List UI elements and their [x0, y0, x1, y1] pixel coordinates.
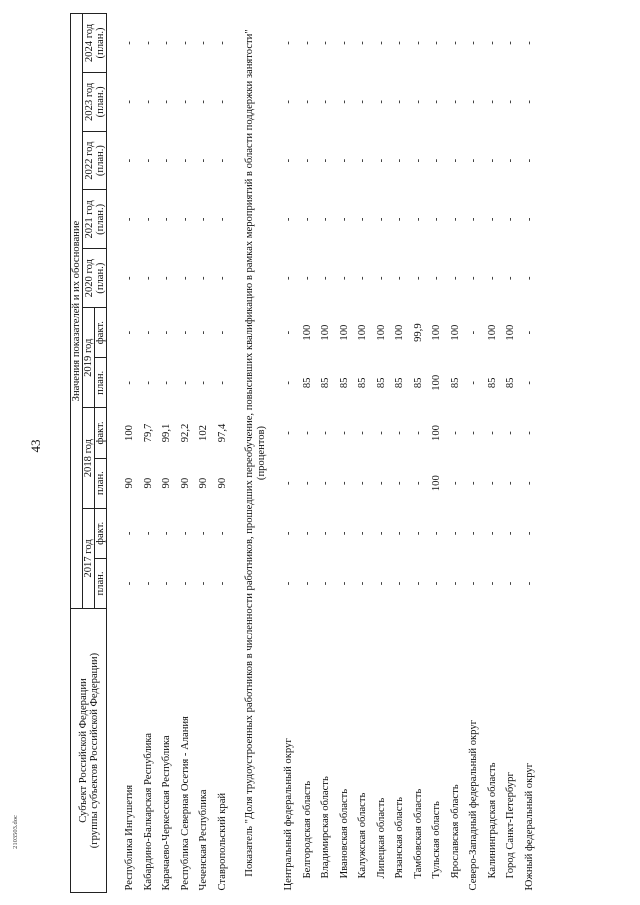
value-cell: 100: [449, 324, 461, 341]
value-cell: -: [486, 531, 498, 536]
value-cell: -: [468, 276, 479, 280]
value-cell: -: [357, 531, 368, 536]
value-cell: -: [431, 531, 442, 536]
value-cell: -: [216, 276, 228, 280]
value-cell: -: [216, 581, 228, 586]
value-cell: -: [412, 531, 424, 536]
value-cell: 79,7: [142, 423, 154, 443]
region-name: Тульская область: [431, 801, 442, 879]
value-cell: -: [283, 531, 294, 536]
value-cell: -: [449, 276, 461, 280]
value-cell: -: [124, 100, 135, 104]
value-cell: -: [468, 330, 479, 335]
value-cell: -: [283, 431, 294, 435]
value-cell: -: [124, 531, 135, 536]
table-row: [336, 14, 355, 893]
region-name: Калужская область: [357, 792, 368, 879]
value-cell: -: [198, 41, 209, 45]
value-cell: -: [338, 431, 350, 435]
value-cell: -: [179, 158, 191, 163]
value-cell: -: [357, 158, 368, 163]
value-cell: 100: [486, 324, 498, 341]
value-cell: -: [142, 158, 154, 163]
value-cell: 85: [449, 377, 461, 389]
value-cell: -: [283, 381, 294, 385]
value-cell: -: [357, 41, 368, 45]
region-name: Карачаево-Черкесская Республика: [161, 735, 172, 891]
value-cell: -: [179, 100, 191, 104]
value-cell: -: [357, 276, 368, 280]
value-cell: -: [161, 581, 172, 586]
value-cell: -: [179, 581, 191, 586]
value-cell: -: [216, 100, 228, 104]
value-cell: -: [338, 276, 350, 280]
value-cell: -: [301, 41, 313, 45]
table-row: [299, 14, 318, 893]
value-cell: -: [486, 276, 498, 280]
value-cell: -: [449, 41, 461, 45]
value-cell: -: [142, 276, 154, 280]
value-cell: -: [338, 581, 350, 586]
value-cell: -: [320, 531, 331, 536]
value-cell: 99,9: [412, 323, 424, 342]
value-cell: -: [486, 217, 498, 222]
value-cell: 90: [216, 477, 228, 489]
year-header-2019: 2019 год: [83, 308, 95, 408]
value-cell: -: [283, 217, 294, 222]
value-cell: -: [505, 581, 516, 586]
value-cell: -: [161, 41, 172, 45]
region-name: Южный федеральный округ: [523, 762, 535, 891]
value-cell: -: [283, 158, 294, 163]
value-cell: -: [375, 41, 387, 45]
value-cell: -: [412, 481, 424, 485]
value-cell: -: [449, 531, 461, 536]
value-cell: -: [320, 217, 331, 222]
value-cell: -: [301, 217, 313, 222]
table-row: [502, 14, 521, 893]
table-row: [317, 14, 336, 893]
value-cell: -: [412, 581, 424, 586]
value-cell: -: [431, 158, 442, 163]
value-cell: 90: [198, 477, 209, 489]
value-cell: -: [198, 100, 209, 104]
value-cell: -: [198, 581, 209, 586]
plan-header-2017: план.: [95, 558, 107, 608]
value-cell: -: [486, 158, 498, 163]
region-name: Ставропольский край: [216, 792, 228, 891]
value-cell: -: [468, 217, 479, 222]
value-cell: -: [357, 431, 368, 435]
value-cell: -: [179, 217, 191, 222]
value-cell: -: [394, 158, 405, 163]
year-header-2017: 2017 год: [83, 508, 95, 608]
value-cell: -: [320, 158, 331, 163]
table-row: [428, 14, 447, 893]
table-row: [140, 14, 159, 893]
value-cell: -: [198, 381, 209, 385]
value-cell: -: [179, 381, 191, 385]
value-cell: 100: [338, 324, 350, 341]
value-cell: -: [301, 158, 313, 163]
value-cell: -: [523, 431, 535, 435]
value-cell: -: [375, 276, 387, 280]
region-name: Республика Ингушетия: [124, 784, 135, 891]
value-cell: -: [301, 481, 313, 485]
value-cell: 100: [301, 324, 313, 341]
table-row: [214, 14, 233, 893]
value-cell: 85: [505, 377, 516, 389]
value-cell: -: [161, 100, 172, 104]
value-cell: -: [394, 276, 405, 280]
value-cell: -: [431, 276, 442, 280]
value-cell: 85: [394, 377, 405, 389]
value-cell: -: [468, 158, 479, 163]
value-cell: -: [468, 581, 479, 586]
value-cell: -: [505, 217, 516, 222]
value-cell: -: [124, 41, 135, 45]
value-cell: -: [486, 100, 498, 104]
value-cell: 100: [505, 324, 516, 341]
value-cell: -: [198, 531, 209, 536]
value-cell: -: [468, 381, 479, 385]
value-cell: 85: [486, 377, 498, 389]
value-cell: -: [505, 158, 516, 163]
table-row: [465, 14, 484, 893]
value-cell: -: [523, 158, 535, 163]
value-cell: -: [468, 41, 479, 45]
value-cell: -: [523, 581, 535, 586]
region-name: Чеченская Республика: [198, 789, 209, 891]
value-cell: -: [283, 481, 294, 485]
fact-header-2019: факт.: [95, 308, 107, 358]
value-cell: 85: [375, 377, 387, 389]
value-cell: -: [338, 481, 350, 485]
value-cell: -: [394, 481, 405, 485]
value-cell: 100: [431, 425, 442, 441]
value-cell: -: [394, 531, 405, 536]
value-cell: 90: [124, 477, 135, 489]
value-cell: -: [320, 581, 331, 586]
value-cell: -: [124, 381, 135, 385]
region-name: Владимирская область: [320, 776, 331, 879]
table-row: [177, 14, 196, 893]
value-cell: -: [216, 217, 228, 222]
value-cell: -: [394, 431, 405, 435]
value-cell: -: [431, 581, 442, 586]
region-name: Липецкая область: [375, 797, 387, 879]
table-row: [158, 14, 177, 893]
value-cell: -: [394, 41, 405, 45]
value-cell: 100: [431, 475, 442, 492]
value-cell: -: [357, 100, 368, 104]
value-cell: -: [468, 100, 479, 104]
value-cell: -: [431, 100, 442, 104]
value-cell: -: [357, 581, 368, 586]
value-cell: 97,4: [216, 423, 228, 443]
value-cell: -: [523, 276, 535, 280]
value-cell: -: [412, 217, 424, 222]
value-cell: -: [486, 481, 498, 485]
value-cell: -: [523, 481, 535, 485]
value-cell: -: [216, 158, 228, 163]
value-cell: 85: [412, 377, 424, 389]
table-row: [521, 14, 540, 893]
value-cell: -: [523, 330, 535, 335]
plan-header-2019: план.: [95, 358, 107, 408]
table-row: [410, 14, 429, 893]
value-cell: 90: [142, 477, 154, 489]
year-header-2024: 2024 год (план.): [83, 14, 107, 73]
value-cell: 100: [320, 324, 331, 341]
value-cell: 90: [161, 477, 172, 489]
table-row: [121, 14, 140, 893]
value-cell: 85: [301, 377, 313, 389]
value-cell: -: [283, 330, 294, 335]
value-cell: -: [338, 158, 350, 163]
table-row: [447, 14, 466, 893]
value-cell: -: [431, 41, 442, 45]
value-cell: -: [320, 41, 331, 45]
value-cell: -: [320, 481, 331, 485]
value-cell: -: [375, 431, 387, 435]
year-header-2018: 2018 год: [83, 408, 95, 508]
region-name: Белгородская область: [301, 780, 313, 879]
value-cell: -: [375, 581, 387, 586]
value-cell: -: [486, 431, 498, 435]
value-cell: 85: [320, 377, 331, 389]
subject-header: [71, 609, 107, 893]
value-cell: -: [142, 581, 154, 586]
value-cell: -: [320, 431, 331, 435]
value-cell: -: [505, 41, 516, 45]
value-cell: -: [394, 100, 405, 104]
indicator-caption: Показатель "Доля трудоустроенных работников в численности работников, прошедших переобучение, повысивших квалификацию в рамках мероприятий в области поддержки занятости" (процентов): [244, 29, 267, 877]
year-header-2021: 2021 год (план.): [83, 190, 107, 249]
year-header-2020: 2020 год (план.): [83, 249, 107, 308]
value-cell: -: [394, 217, 405, 222]
value-cell: -: [142, 217, 154, 222]
table-body: [107, 14, 540, 893]
value-cell: -: [505, 481, 516, 485]
value-cell: 85: [357, 377, 368, 389]
value-cell: -: [375, 531, 387, 536]
value-cell: -: [357, 481, 368, 485]
value-cell: -: [124, 276, 135, 280]
value-cell: -: [301, 581, 313, 586]
value-cell: -: [523, 381, 535, 385]
value-cell: -: [198, 276, 209, 280]
page-number: 43: [28, 439, 43, 453]
value-cell: -: [505, 431, 516, 435]
value-cell: -: [161, 381, 172, 385]
table-row: [280, 14, 299, 893]
value-cell: -: [216, 531, 228, 536]
value-cell: -: [179, 531, 191, 536]
value-cell: -: [179, 276, 191, 280]
value-cell: 102: [198, 425, 209, 441]
subject-header-title: Субъект Российской Федерации: [77, 678, 89, 823]
value-cell: -: [394, 581, 405, 586]
value-cell: -: [198, 217, 209, 222]
rotated-table-container: [70, 13, 585, 893]
value-cell: -: [338, 41, 350, 45]
values-header: Значения показателей и их обоснование: [71, 14, 83, 609]
value-cell: 100: [431, 374, 442, 391]
value-cell: -: [283, 581, 294, 586]
value-cell: -: [486, 41, 498, 45]
value-cell: -: [412, 100, 424, 104]
year-header-2023: 2023 год (план.): [83, 72, 107, 131]
plan-header-2018: план.: [95, 458, 107, 508]
value-cell: -: [375, 100, 387, 104]
value-cell: -: [283, 276, 294, 280]
value-cell: -: [505, 531, 516, 536]
value-cell: -: [449, 481, 461, 485]
table-row: [391, 14, 410, 893]
document-footer: 2103503.doc: [12, 815, 19, 849]
value-cell: -: [320, 276, 331, 280]
fact-header-2018: факт.: [95, 408, 107, 458]
value-cell: -: [523, 41, 535, 45]
value-cell: -: [412, 431, 424, 435]
value-cell: 100: [124, 425, 135, 441]
value-cell: -: [142, 41, 154, 45]
year-header-2022: 2022 год (план.): [83, 131, 107, 190]
value-cell: -: [375, 158, 387, 163]
value-cell: -: [179, 330, 191, 335]
value-cell: -: [301, 431, 313, 435]
value-cell: -: [198, 330, 209, 335]
region-name: Тамбовская область: [412, 788, 424, 879]
value-cell: 99,1: [161, 423, 172, 443]
value-cell: -: [142, 381, 154, 385]
value-cell: -: [142, 531, 154, 536]
value-cell: -: [161, 276, 172, 280]
value-cell: -: [142, 100, 154, 104]
value-cell: -: [357, 217, 368, 222]
subject-header-subtitle: (группы субъектов Российской Федерации): [88, 652, 100, 849]
value-cell: -: [124, 330, 135, 335]
value-cell: -: [338, 531, 350, 536]
value-cell: -: [124, 217, 135, 222]
value-cell: 100: [357, 324, 368, 341]
value-cell: -: [301, 276, 313, 280]
table-header: [71, 14, 107, 893]
value-cell: 100: [394, 324, 405, 341]
value-cell: 85: [338, 377, 350, 389]
value-cell: -: [338, 100, 350, 104]
fact-header-2017: факт.: [95, 508, 107, 558]
value-cell: -: [412, 41, 424, 45]
value-cell: -: [449, 217, 461, 222]
region-name: Ярославская область: [449, 784, 461, 879]
region-name: Рязанская область: [394, 797, 405, 879]
value-cell: -: [338, 217, 350, 222]
value-cell: 90: [179, 477, 191, 489]
value-cell: -: [412, 158, 424, 163]
value-cell: -: [523, 100, 535, 104]
value-cell: -: [412, 276, 424, 280]
value-cell: -: [198, 158, 209, 163]
value-cell: -: [161, 158, 172, 163]
table-row: [354, 14, 373, 893]
value-cell: -: [161, 531, 172, 536]
value-cell: -: [179, 41, 191, 45]
value-cell: -: [505, 276, 516, 280]
value-cell: 100: [431, 324, 442, 341]
table-row: [373, 14, 392, 893]
value-cell: -: [301, 100, 313, 104]
value-cell: -: [301, 531, 313, 536]
region-name: Калининградская область: [486, 762, 498, 879]
region-name: Город Санкт-Петербург: [505, 772, 516, 879]
value-cell: -: [375, 217, 387, 222]
value-cell: -: [486, 581, 498, 586]
value-cell: -: [375, 481, 387, 485]
value-cell: -: [283, 41, 294, 45]
value-cell: -: [283, 100, 294, 104]
table-row: [484, 14, 503, 893]
value-cell: -: [468, 531, 479, 536]
value-cell: -: [523, 217, 535, 222]
value-cell: -: [449, 581, 461, 586]
region-name: Ивановская область: [338, 788, 350, 879]
value-cell: -: [449, 100, 461, 104]
value-cell: -: [449, 158, 461, 163]
value-cell: -: [320, 100, 331, 104]
region-name: Северо-Западный федеральный округ: [468, 720, 479, 891]
region-name: Кабардино-Балкарская Республика: [142, 732, 154, 891]
value-cell: -: [449, 431, 461, 435]
value-cell: -: [124, 581, 135, 586]
value-cell: -: [161, 217, 172, 222]
value-cell: -: [161, 330, 172, 335]
region-name: Республика Северная Осетия - Алания: [179, 716, 191, 891]
value-cell: -: [505, 100, 516, 104]
value-cell: -: [216, 381, 228, 385]
indicators-table: [70, 13, 539, 893]
value-cell: 100: [375, 324, 387, 341]
region-name: Центральный федеральный округ: [283, 738, 294, 891]
value-cell: -: [431, 217, 442, 222]
value-cell: -: [216, 41, 228, 45]
value-cell: -: [216, 330, 228, 335]
table-row: [195, 14, 214, 893]
value-cell: 92,2: [179, 423, 191, 443]
value-cell: -: [523, 531, 535, 536]
value-cell: -: [468, 431, 479, 435]
value-cell: -: [142, 330, 154, 335]
value-cell: -: [468, 481, 479, 485]
value-cell: -: [124, 158, 135, 163]
